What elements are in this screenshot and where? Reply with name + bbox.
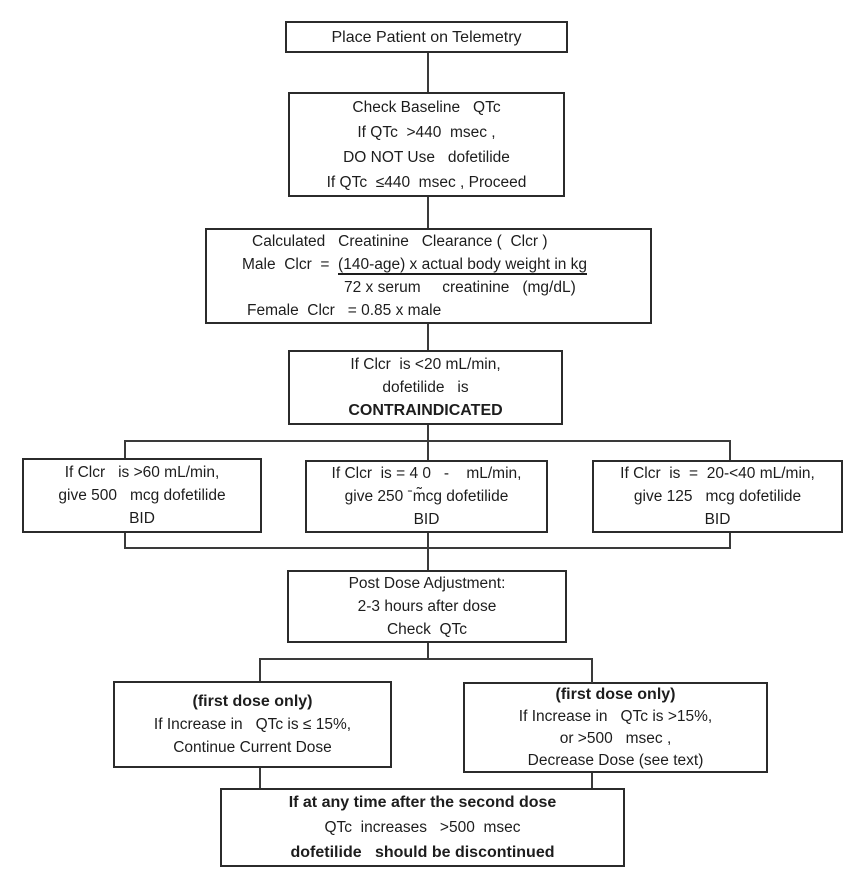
box-text-emphasis: If at any time after the second dose <box>288 794 557 811</box>
box-text: BID <box>413 511 440 528</box>
box-text: DO NOT Use dofetilide <box>343 148 510 166</box>
formula-numerator: (140-age) x actual body weight in kg <box>338 256 588 273</box>
box-text: If Increase in QTc is >15%, <box>518 707 713 725</box>
connector-clcr-to-contraindicated <box>427 324 429 350</box>
connector-split-to-decrease <box>591 658 593 683</box>
box-text-formula <box>207 253 650 276</box>
box-text: If Clcr is <20 mL/min, <box>350 356 501 373</box>
formula-prefix: Male Clcr = <box>242 256 339 273</box>
connector-continue-to-discontinue <box>259 768 261 788</box>
box-text: Continue Current Dose <box>173 739 332 756</box>
connector-telemetry-to-baseline <box>427 53 429 92</box>
box-text-emphasis: (first dose only) <box>555 685 676 703</box>
connector-decrease-to-discontinue <box>591 773 593 788</box>
box-text: If Clcr is = 20-<40 mL/min, <box>620 465 815 482</box>
box-text: If Increase in QTc is ≤ 15%, <box>153 716 352 733</box>
box-text: If QTc >440 msec , <box>357 123 496 141</box>
flow-box-dose-500mcg <box>22 458 262 533</box>
connector-merge-horizontal <box>124 547 731 549</box>
box-text: 2-3 hours after dose <box>357 598 497 615</box>
flow-box-dose-250mcg <box>305 460 548 533</box>
flow-box-dose-125mcg <box>592 460 843 533</box>
flow-box-post-dose-adjustment <box>287 570 567 643</box>
box-text: BID <box>704 511 731 528</box>
box-text: QTc increases >500 msec <box>324 819 521 836</box>
flow-box-check-baseline-qtc <box>288 92 565 197</box>
connector-branch-to-dose500 <box>124 440 126 458</box>
box-text: Decrease Dose (see text) <box>527 751 704 769</box>
flow-box-continue-current-dose <box>113 681 392 768</box>
flow-box-decrease-dose <box>463 682 768 773</box>
box-text: If Clcr is >60 mL/min, <box>64 464 220 481</box>
box-text: Place Patient on Telemetry <box>331 28 522 46</box>
box-text: If QTc ≤440 msec , Proceed <box>326 173 527 191</box>
box-text: dofetilide is <box>382 379 469 396</box>
box-text-emphasis: (first dose only) <box>192 693 313 710</box>
box-text: If Clcr is = 4 0 - mL/min, <box>331 465 522 482</box>
box-text: Check QTc <box>386 621 468 638</box>
box-text: give 250 ˉm̃cg dofetilide <box>344 488 509 505</box>
box-text: Calculated Creatinine Clearance ( Clcr ) <box>252 233 548 250</box>
connector-split-horizontal <box>259 658 593 660</box>
box-text-denominator: 72 x serum creatinine (mg/dL) <box>344 279 576 296</box>
box-text-emphasis: CONTRAINDICATED <box>348 402 503 419</box>
flow-box-place-patient-on-telemetry <box>285 21 568 53</box>
box-text: Female Clcr = 0.85 x male <box>247 302 442 319</box>
box-text: give 125 mcg dofetilide <box>633 488 802 505</box>
connector-branch-to-dose250 <box>427 440 429 460</box>
flow-box-contraindicated <box>288 350 563 425</box>
box-text-emphasis: dofetilide should be discontinued <box>290 844 555 861</box>
connector-dose250-to-postdose <box>427 533 429 570</box>
connector-contraindicated-to-branch <box>427 425 429 441</box>
connector-split-to-continue <box>259 658 261 681</box>
connector-baseline-to-clcr <box>427 197 429 228</box>
flow-box-creatinine-clearance-formula <box>205 228 652 324</box>
box-text: or >500 msec , <box>559 729 672 747</box>
flow-box-discontinue-dofetilide <box>220 788 625 867</box>
connector-branch-to-dose125 <box>729 440 731 460</box>
box-text: give 500 mcg dofetilide <box>58 487 226 504</box>
box-text: BID <box>129 510 155 527</box>
box-text: Post Dose Adjustment: <box>348 575 506 592</box>
box-text: Check Baseline QTc <box>352 98 501 116</box>
